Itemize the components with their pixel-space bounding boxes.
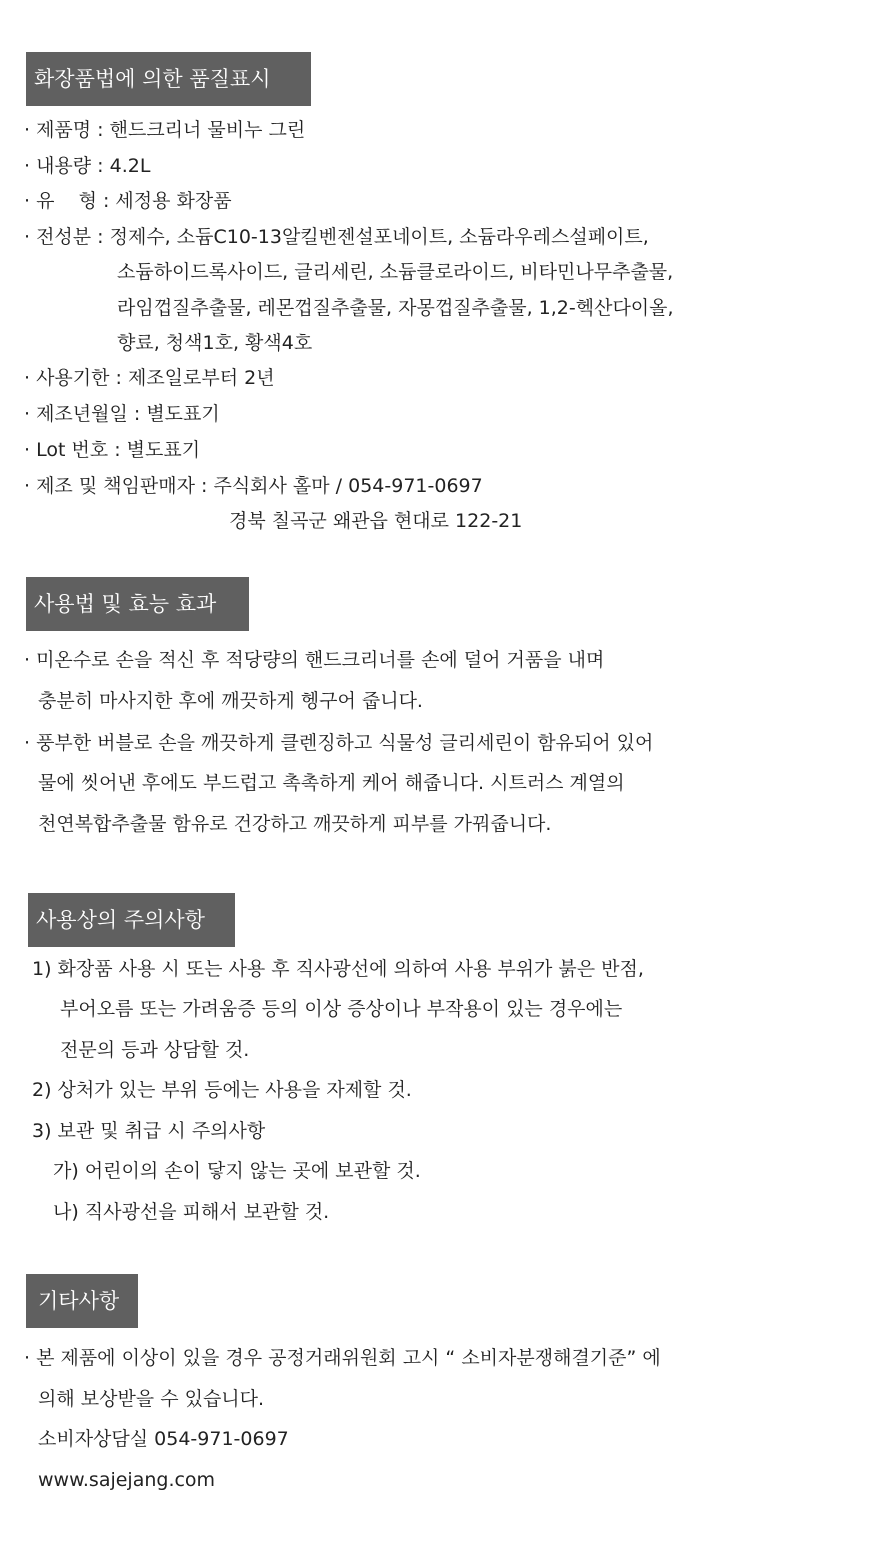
info-line-ingredients-cont: 라임껍질추출물, 레몬껍질추출물, 자몽껍질추출물, 1,2-헥산다이올,: [117, 297, 674, 319]
info-line-type: · 유 형 : 세정용 화장품: [24, 190, 232, 212]
info-line-address: 경북 칠곡군 왜관읍 현대로 122-21: [229, 510, 523, 532]
info-line-ingredients: · 전성분 : 정제수, 소듐C10-13알킬벤젠설포네이트, 소듐라우레스설페이트,: [24, 226, 649, 248]
info-line-ingredients-cont: 소듐하이드록사이드, 글리세린, 소듐클로라이드, 비타민나무추출물,: [117, 261, 674, 283]
info-line-lot-number: · Lot 번호 : 별도표기: [24, 439, 201, 461]
section-header-other: 기타사항: [26, 1274, 138, 1328]
other-line: · 본 제품에 이상이 있을 경우 공정거래위원회 고시 “ 소비자분쟁해결기준” 에: [24, 1347, 661, 1369]
section-header-quality-label: 화장품법에 의한 품질표시: [26, 52, 311, 106]
info-line-manufacturer: · 제조 및 책임판매자 : 주식회사 홀마 / 054-971-0697: [24, 475, 483, 497]
usage-line: 충분히 마사지한 후에 깨끗하게 헹구어 줍니다.: [38, 690, 423, 712]
info-line-volume: · 내용량 : 4.2L: [24, 155, 151, 177]
consumer-hotline: 소비자상담실 054-971-0697: [38, 1428, 289, 1450]
usage-line: · 미온수로 손을 적신 후 적당량의 핸드크리너를 손에 덜어 거품을 내며: [24, 649, 605, 671]
website-link[interactable]: www.sajejang.com: [38, 1469, 216, 1491]
usage-line: 물에 씻어낸 후에도 부드럽고 촉촉하게 케어 해줍니다. 시트러스 계열의: [38, 772, 625, 794]
section-header-precautions: 사용상의 주의사항: [28, 893, 235, 947]
info-line-manufacture-date: · 제조년월일 : 별도표기: [24, 403, 220, 425]
precaution-line: 나) 직사광선을 피해서 보관할 것.: [53, 1201, 330, 1223]
usage-line: · 풍부한 버블로 손을 깨끗하게 클렌징하고 식물성 글리세린이 함유되어 있어: [24, 732, 654, 754]
section-header-usage: 사용법 및 효능 효과: [26, 577, 249, 631]
info-line-product-name: · 제품명 : 핸드크리너 물비누 그린: [24, 119, 306, 141]
precaution-line: 2) 상처가 있는 부위 등에는 사용을 자제할 것.: [32, 1079, 412, 1101]
precaution-line: 부어오름 또는 가려움증 등의 이상 증상이나 부작용이 있는 경우에는: [60, 998, 623, 1020]
info-line-ingredients-cont: 향료, 청색1호, 황색4호: [117, 332, 313, 354]
info-line-expiry: · 사용기한 : 제조일로부터 2년: [24, 367, 275, 389]
precaution-line: 가) 어린이의 손이 닿지 않는 곳에 보관할 것.: [53, 1160, 421, 1182]
precaution-line: 전문의 등과 상담할 것.: [60, 1039, 250, 1061]
precaution-line: 1) 화장품 사용 시 또는 사용 후 직사광선에 의하여 사용 부위가 붉은 반점,: [32, 958, 644, 980]
usage-line: 천연복합추출물 함유로 건강하고 깨끗하게 피부를 가꿔줍니다.: [38, 813, 552, 835]
precaution-line: 3) 보관 및 취급 시 주의사항: [32, 1120, 266, 1142]
other-line: 의해 보상받을 수 있습니다.: [38, 1388, 265, 1410]
